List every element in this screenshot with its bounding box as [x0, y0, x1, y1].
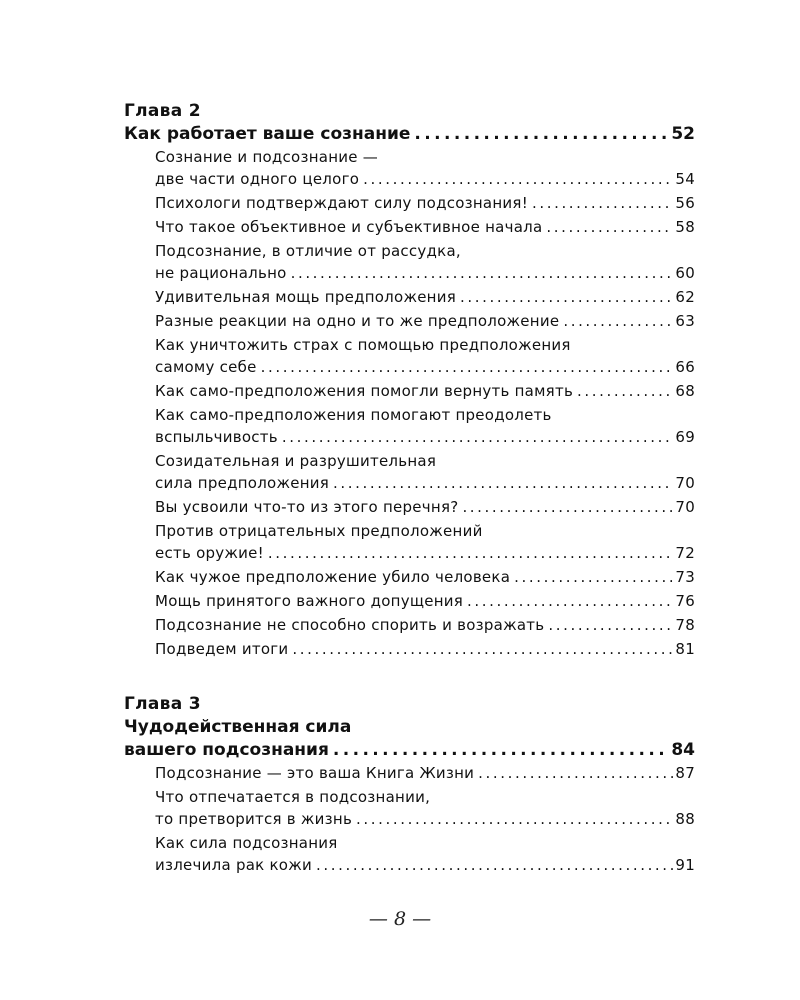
entry-text: самому себе — [155, 358, 257, 376]
dot-leader — [333, 472, 673, 494]
page-ref: 88 — [675, 810, 695, 828]
entry-text: сила предположения — [155, 474, 330, 492]
toc-entry — [155, 590, 695, 612]
dot-leader — [292, 638, 673, 660]
toc-entry — [155, 762, 695, 784]
entry-text: Разные реакции на одно и то же предположение — [155, 312, 560, 330]
entry-last-line — [155, 808, 695, 830]
page-ref: 68 — [675, 382, 695, 400]
dot-leader — [316, 854, 673, 876]
entry-text: Подсознание — это ваша Книга Жизни — [155, 764, 475, 782]
page-ref: 76 — [675, 592, 695, 610]
entry-last-line — [155, 286, 695, 308]
entry-text: Как чужое предположение убило человека — [155, 568, 511, 586]
chapter-title-line — [124, 123, 695, 146]
entry-text-line — [155, 334, 695, 356]
dot-leader — [460, 286, 673, 308]
entry-last-line — [155, 542, 695, 564]
entry-last-line — [155, 566, 695, 588]
entry-last-line — [155, 472, 695, 494]
page-ref: 70 — [675, 474, 695, 492]
entry-last-line — [155, 356, 695, 378]
toc-entry — [155, 520, 695, 564]
page-ref: 62 — [675, 288, 695, 306]
toc-entry — [155, 286, 695, 308]
entry-text: Созидательная и разрушительная — [155, 452, 437, 470]
toc-entry — [155, 638, 695, 660]
toc-entry — [155, 380, 695, 402]
dot-leader — [563, 310, 673, 332]
chapter-title — [124, 123, 695, 146]
entry-text: излечила рак кожи — [155, 856, 312, 874]
page-number: — 8 — — [368, 908, 432, 930]
page-ref: 58 — [675, 218, 695, 236]
entry-text: Мощь принятого важного допущения — [155, 592, 464, 610]
dot-leader — [268, 542, 674, 564]
dot-leader — [363, 168, 673, 190]
chapter-section — [124, 100, 695, 660]
page-ref: 87 — [675, 764, 695, 782]
entry-text: Подведем итоги — [155, 640, 289, 658]
toc-entry — [155, 496, 695, 518]
toc-entry — [155, 404, 695, 448]
page-ref: 56 — [675, 194, 695, 212]
entry-last-line — [155, 590, 695, 612]
entry-last-line — [155, 854, 695, 876]
entry-text-line — [155, 786, 695, 808]
page-ref: 63 — [675, 312, 695, 330]
toc-entry — [155, 216, 695, 238]
page-ref: 72 — [675, 544, 695, 562]
entry-text: Вы усвоили что-то из этого перечня? — [155, 498, 459, 516]
entry-text-line — [155, 240, 695, 262]
entry-text-line — [155, 832, 695, 854]
dot-leader — [548, 614, 673, 636]
entry-text: Психологи подтверждают силу подсознания! — [155, 194, 528, 212]
toc-entry — [155, 786, 695, 830]
dot-leader — [577, 380, 673, 402]
entry-text-line — [155, 404, 695, 426]
page-ref: 78 — [675, 616, 695, 634]
page-ref: 54 — [675, 170, 695, 188]
entry-text-line — [155, 450, 695, 472]
entry-last-line — [155, 192, 695, 214]
dot-leader — [546, 216, 673, 238]
entry-last-line — [155, 310, 695, 332]
toc-entry — [155, 832, 695, 876]
page-ref: 73 — [675, 568, 695, 586]
chapter-title-text: вашего подсознания — [124, 740, 329, 760]
entry-last-line — [155, 262, 695, 284]
toc-entry — [155, 566, 695, 588]
dot-leader — [414, 123, 669, 146]
entry-text: вспыльчивость — [155, 428, 278, 446]
entry-last-line — [155, 496, 695, 518]
entry-last-line — [155, 762, 695, 784]
toc-entry — [155, 240, 695, 284]
entry-text-line — [155, 520, 695, 542]
dot-leader — [467, 590, 673, 612]
entry-last-line — [155, 426, 695, 448]
toc-entry — [155, 146, 695, 190]
dot-leader — [532, 192, 673, 214]
entry-text: Против отрицательных предположений — [155, 522, 483, 540]
toc-entry — [155, 334, 695, 378]
dot-leader — [291, 262, 674, 284]
page-ref: 69 — [675, 428, 695, 446]
entry-text: Что такое объективное и субъективное начала — [155, 218, 543, 236]
chapter-title-text: Как работает ваше сознание — [124, 124, 411, 144]
dot-leader — [356, 808, 673, 830]
toc-entry — [155, 614, 695, 636]
chapter-title-text: Чудодейственная сила — [124, 717, 352, 737]
entry-text: Как само-предположения помогли вернуть память — [155, 382, 574, 400]
entry-text: Что отпечатается в подсознании, — [155, 788, 431, 806]
toc-entry — [155, 192, 695, 214]
chapter-label: Глава 2 — [124, 101, 201, 121]
entry-text: Подсознание не способно спорить и возражать — [155, 616, 545, 634]
chapter-title-line — [124, 739, 695, 762]
page-ref: 84 — [671, 740, 695, 760]
chapter-title-line — [124, 716, 695, 739]
page-ref: 81 — [675, 640, 695, 658]
page-ref: 91 — [675, 856, 695, 874]
entry-text-line — [155, 146, 695, 168]
entry-text: Как уничтожить страх с помощью предположения — [155, 336, 571, 354]
entry-text: не рационально — [155, 264, 287, 282]
entry-last-line — [155, 168, 695, 190]
dot-leader — [282, 426, 674, 448]
table-of-contents — [124, 100, 695, 909]
dot-leader — [333, 739, 669, 762]
entry-last-line — [155, 638, 695, 660]
entry-text: есть оружие! — [155, 544, 264, 562]
dot-leader — [478, 762, 673, 784]
page-ref: 70 — [675, 498, 695, 516]
page-ref: 66 — [675, 358, 695, 376]
entry-text: то претворится в жизнь — [155, 810, 353, 828]
entry-last-line — [155, 216, 695, 238]
entry-text: Как сила подсознания — [155, 834, 338, 852]
chapter-title — [124, 716, 695, 762]
entry-text: Сознание и подсознание — — [155, 148, 379, 166]
page-ref: 52 — [671, 124, 695, 144]
page-ref: 60 — [675, 264, 695, 282]
dot-leader — [261, 356, 674, 378]
toc-entry — [155, 310, 695, 332]
entry-text: Подсознание, в отличие от рассудка, — [155, 242, 461, 260]
dot-leader — [462, 496, 673, 518]
entry-text: две части одного целого — [155, 170, 360, 188]
dot-leader — [514, 566, 673, 588]
entry-last-line — [155, 614, 695, 636]
toc-entry — [155, 450, 695, 494]
entry-last-line — [155, 380, 695, 402]
entry-text: Как само-предположения помогают преодолеть — [155, 406, 552, 424]
chapter-section — [124, 693, 695, 876]
chapter-label: Глава 3 — [124, 694, 201, 714]
entry-text: Удивительная мощь предположения — [155, 288, 457, 306]
